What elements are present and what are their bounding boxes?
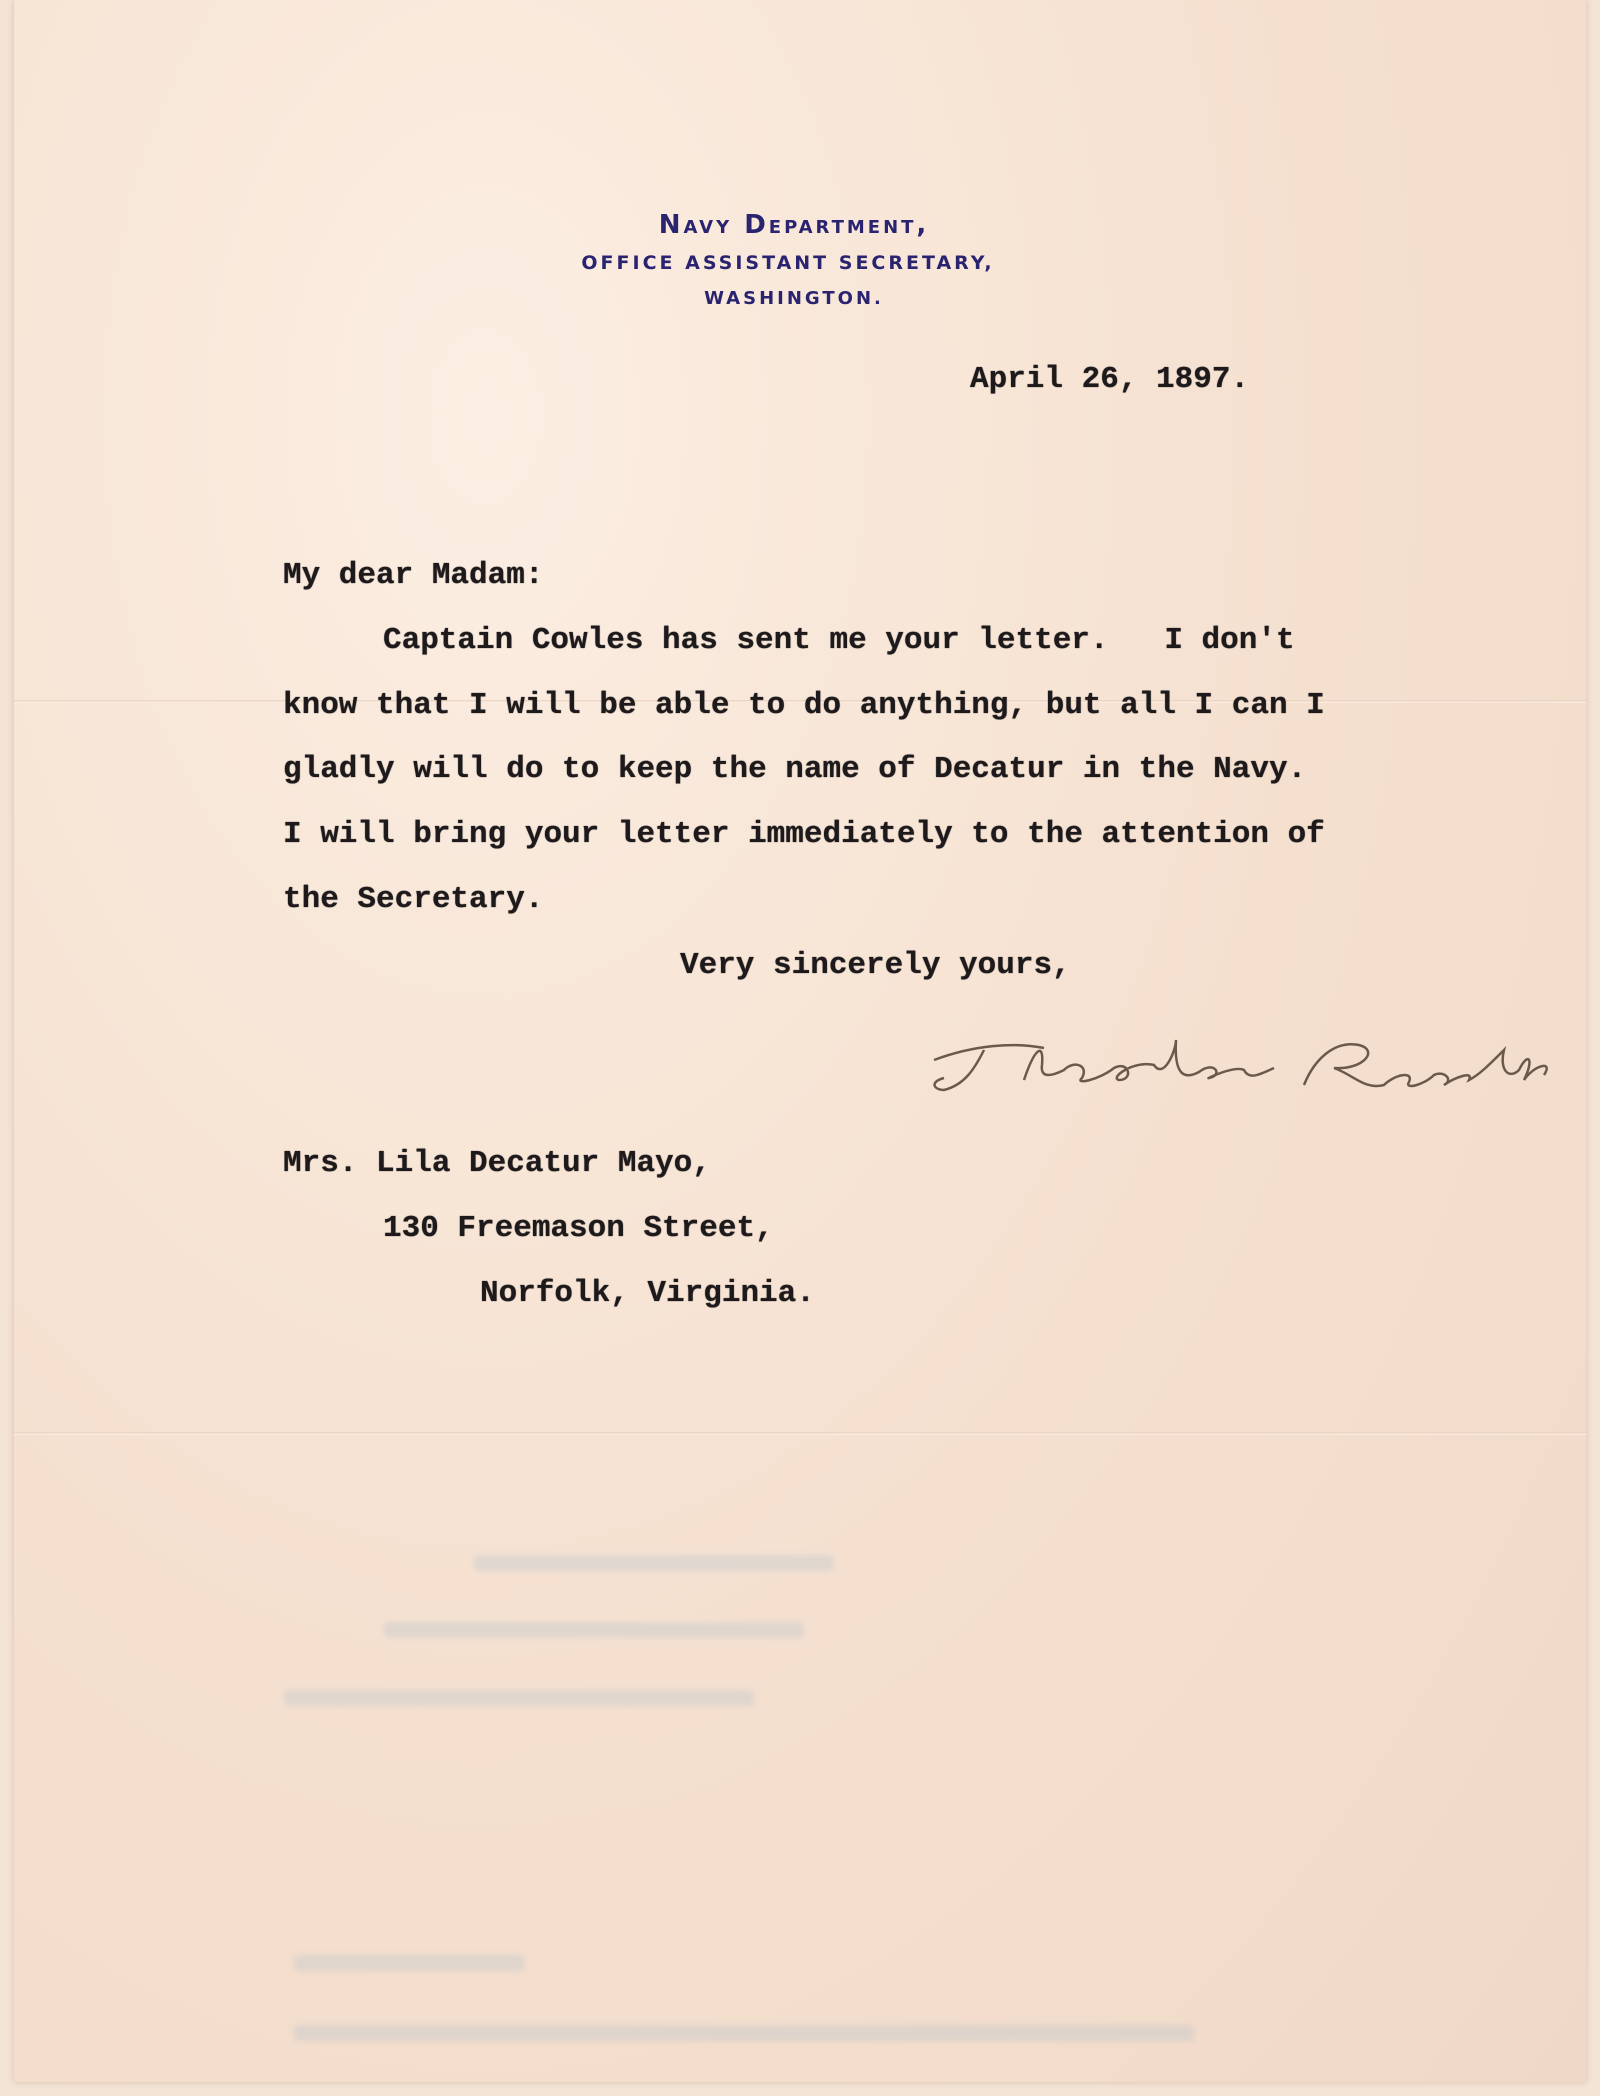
letterhead-office: OFFICE ASSISTANT SECRETARY, — [581, 252, 995, 274]
recipient-name: Mrs. Lila Decatur Mayo, — [283, 1146, 711, 1181]
letter-date: April 26, 1897. — [970, 362, 1250, 397]
body-line: I will bring your letter immediately to the attention of — [283, 817, 1325, 852]
body-line: Captain Cowles has sent me your letter. I don't — [383, 623, 1295, 658]
body-line: know that I will be able to do anything, but all I can I — [283, 688, 1325, 723]
bleed-through-mark — [294, 1955, 524, 1971]
bleed-through-mark — [384, 1622, 804, 1638]
closing: Very sincerely yours, — [680, 948, 1071, 983]
signature — [914, 1020, 1564, 1110]
recipient-street: 130 Freemason Street, — [383, 1211, 774, 1246]
letter-paper — [14, 0, 1586, 2082]
letterhead-city: WASHINGTON. — [704, 288, 884, 309]
bleed-through-mark — [284, 1690, 754, 1706]
salutation: My dear Madam: — [283, 558, 544, 593]
body-line: the Secretary. — [283, 882, 544, 917]
recipient-city: Norfolk, Virginia. — [480, 1276, 815, 1311]
body-line: gladly will do to keep the name of Decatur in the Navy. — [283, 752, 1307, 787]
bleed-through-mark — [474, 1555, 834, 1571]
fold-line — [14, 1432, 1586, 1435]
letterhead-title: Navy Department, — [658, 210, 930, 240]
bleed-through-mark — [294, 2025, 1194, 2041]
